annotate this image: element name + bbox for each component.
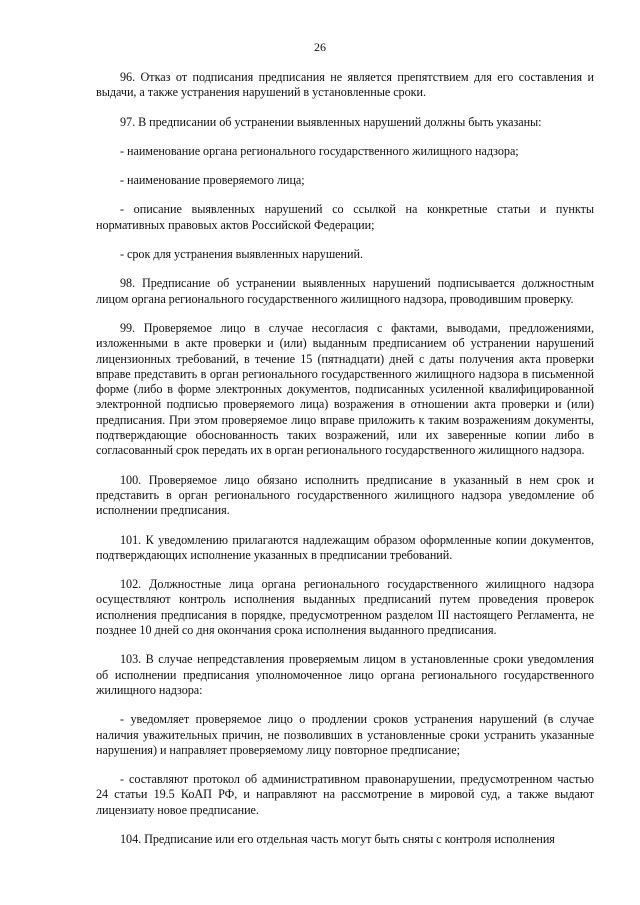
paragraph-99: 99. Проверяемое лицо в случае несогласия с фактами, выводами, предложениями, изложенными в акте проверки и (или) выданным предписанием об устранении нарушений лицензионных требований, в течение 15 (пятнадцати) дней с даты получения акта проверки вправе представить в орган регионального государственного жилищного надзора в письменной форме (либо в форме электронных документов, подписанных усиленной квалифицированной электронной подписью проверяемого лица) возражения в отношении акта проверки и (или) предписания. При этом проверяемое лицо вправе приложить к таким возражениям документы, подтверждающие обоснованность таких возражений, или их заверенные копии либо в согласованный срок передать их в орган регионального государственного жилищного надзора. <box>96 320 594 458</box>
paragraph-96: 96. Отказ от подписания предписания не является препятствием для его составления и выдачи, а также устранения нарушений в установленные сроки. <box>96 70 594 100</box>
paragraph-97: 97. В предписании об устранении выявленных нарушений должны быть указаны: <box>120 114 542 129</box>
list-item-notification-extension: - уведомляет проверяемое лицо о продлении сроков устранения нарушений (в случае наличия уважительных причин, не позволивших в установленные сроки устранить указанные нарушения) и направляет проверяемому лицу повторное предписание; <box>96 712 594 757</box>
document-body <box>96 70 594 861</box>
page-number: 26 <box>314 40 326 54</box>
paragraph-103: 103. В случае непредставления проверяемым лицом в установленные сроки уведомления об исполнении предписания уполномоченное лицо органа регионального государственного жилищного надзора: <box>96 652 594 697</box>
paragraph-102: 102. Должностные лица органа регионального государственного жилищного надзора осуществляют контроль исполнения выданных предписаний путем проведения проверок исполнения предписания в порядке, предусмотренном разделом III настоящего Регламента, не позднее 10 дней со дня окончания срока исполнения выданного предписания. <box>96 577 594 638</box>
paragraph-104: 104. Предписание или его отдельная часть могут быть сняты с контроля исполнения <box>120 831 555 846</box>
list-item-protocol: - составляют протокол об административном правонарушении, предусмотренном частью 24 статьи 19.5 КоАП РФ, и направляют на рассмотрение в мировой суд, а также выдают лицензиату новое предписание. <box>96 772 594 817</box>
list-item-deadline: - срок для устранения выявленных нарушений. <box>120 247 363 262</box>
paragraph-98: 98. Предписание об устранении выявленных нарушений подписывается должностным лицом органа регионального государственного жилищного надзора, проводившим проверку. <box>96 276 594 306</box>
list-item-authority-name: - наименование органа регионального государственного жилищного надзора; <box>120 143 519 158</box>
list-item-violation-description: - описание выявленных нарушений со ссылкой на конкретные статьи и пункты нормативных правовых актов Российской Федерации; <box>96 202 594 232</box>
paragraph-100: 100. Проверяемое лицо обязано исполнить предписание в указанный в нем срок и представить в орган регионального государственного жилищного надзора уведомление об исполнении предписания. <box>96 472 594 518</box>
paragraph-101: 101. К уведомлению прилагаются надлежащим образом оформленные копии документов, подтверждающих исполнение указанных в предписании требований. <box>96 532 594 562</box>
list-item-inspected-person-name: - наименование проверяемого лица; <box>120 173 305 188</box>
